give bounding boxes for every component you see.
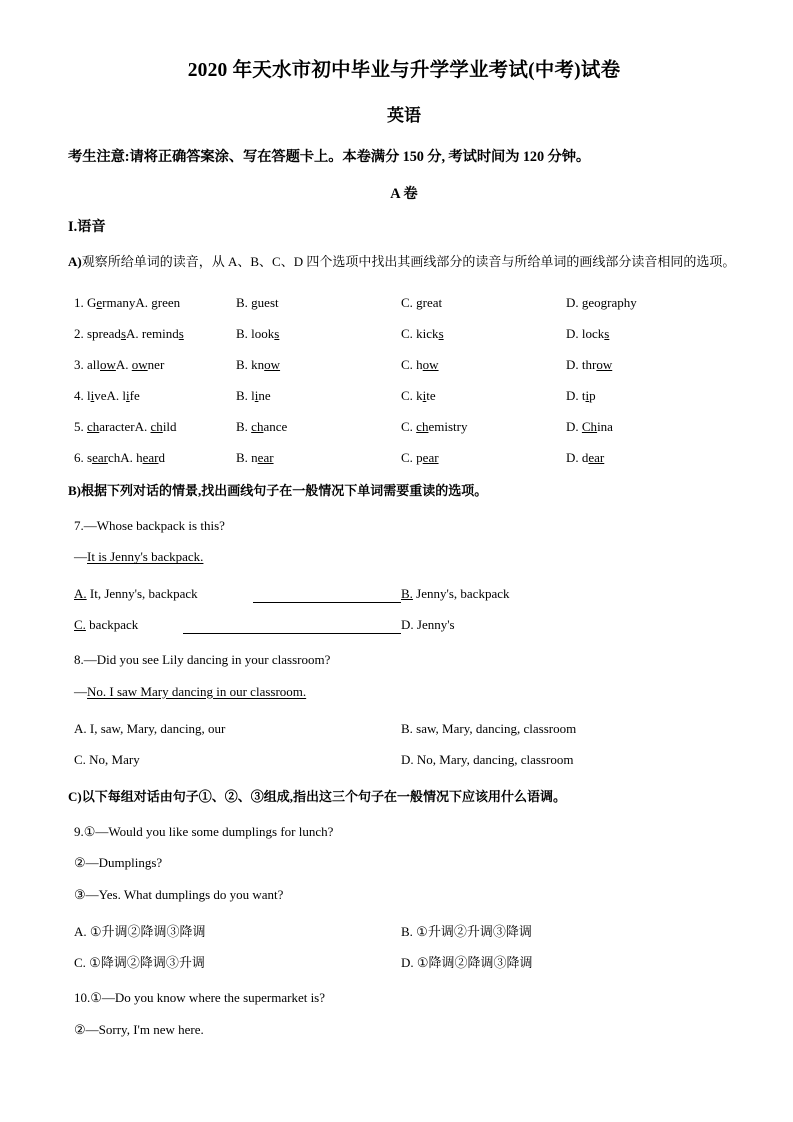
option-key[interactable]: A. xyxy=(115,356,129,372)
underlined-sentence: It is Jenny's backpack. xyxy=(87,549,204,565)
page-title: 2020 年天水市初中毕业与升学学业考试(中考)试卷 xyxy=(187,60,621,81)
question-8-options-row-1 xyxy=(68,713,740,744)
paper-label: A 卷 xyxy=(390,186,418,203)
table-row xyxy=(68,442,740,473)
option-d[interactable]: D. throw xyxy=(566,356,613,372)
option-a[interactable]: A. I, saw, Mary, dancing, our xyxy=(74,720,226,736)
part-c-label: C) xyxy=(68,788,82,804)
option-d[interactable]: D. tip xyxy=(566,387,596,403)
table-row xyxy=(68,411,740,442)
part-a-instruction xyxy=(68,250,740,274)
answer-rule xyxy=(183,633,401,634)
option-key[interactable]: A. xyxy=(135,294,149,310)
item-stem-and-option-a: 3. allowA. owner xyxy=(74,356,165,372)
option-b[interactable]: B. ①升调②升调③降调 xyxy=(401,923,532,939)
part-b-label: B) xyxy=(68,482,81,498)
option-key[interactable]: A. xyxy=(106,387,120,403)
option-d[interactable]: D. No, Mary, dancing, classroom xyxy=(401,751,574,767)
option-key[interactable]: A. xyxy=(134,418,148,434)
item-stem-and-option-a: 6. searchA. heard xyxy=(74,449,165,465)
question-7-options-row-1 xyxy=(68,578,740,609)
table-row xyxy=(68,287,740,318)
subject-title: 英语 xyxy=(387,106,421,126)
option-b[interactable]: B. line xyxy=(236,387,271,403)
table-row xyxy=(68,318,740,349)
part-b-instruction xyxy=(68,479,740,503)
option-b[interactable]: B. guest xyxy=(236,294,279,310)
option-d[interactable]: D. ①降调②降调③降调 xyxy=(401,954,533,970)
option-d[interactable]: D. geography xyxy=(566,294,637,310)
option-c[interactable]: C. kite xyxy=(401,387,436,403)
option-key[interactable]: A. xyxy=(126,325,139,341)
option-c[interactable]: C. backpack xyxy=(74,617,139,633)
item-number: 5. xyxy=(74,418,84,434)
option-d[interactable]: D. China xyxy=(566,418,613,434)
option-c[interactable]: C. great xyxy=(401,294,443,310)
underlined-sentence: No. I saw Mary dancing in our classroom. xyxy=(87,683,307,699)
item-number: 1. xyxy=(74,294,84,310)
item-number: 2. xyxy=(74,325,84,341)
question-8-response: —No. I saw Mary dancing in our classroom. xyxy=(74,683,307,699)
option-d[interactable]: D. dear xyxy=(566,449,605,465)
item-number: 6. xyxy=(74,449,84,465)
option-c[interactable]: C. pear xyxy=(401,449,439,465)
option-d[interactable]: D. locks xyxy=(566,325,610,341)
question-8-prompt: 8.—Did you see Lily dancing in your classroom? xyxy=(74,652,331,668)
question-number: 9. xyxy=(74,823,84,839)
question-number: 8. xyxy=(74,652,84,668)
option-b[interactable]: B. near xyxy=(236,449,274,465)
question-10-line-2: ②—Sorry, I'm new here. xyxy=(74,1021,204,1037)
part-c-instruction xyxy=(68,785,740,809)
option-b[interactable]: B. looks xyxy=(236,325,280,341)
part-b-instruction-text: 根据下列对话的情景,找出画线句子在一般情况下单词需要重读的选项。 xyxy=(81,482,488,498)
question-9-options-row-1 xyxy=(68,916,740,947)
part-c-instruction-text: 以下每组对话由句子①、②、③组成,指出这三个句子在一般情况下应该用什么语调。 xyxy=(81,788,566,804)
option-key[interactable]: A. xyxy=(120,449,133,465)
item-stem-and-option-a: 4. liveA. life xyxy=(74,387,140,403)
question-9-line-1: 9.①—Would you like some dumplings for lunch? xyxy=(74,823,334,839)
phonetics-item-list xyxy=(68,287,740,473)
question-number: 10. xyxy=(74,989,91,1005)
item-stem-and-option-a: 2. spreadsA. reminds xyxy=(74,325,184,341)
question-9-line-2: ②—Dumplings? xyxy=(74,855,163,871)
question-9-line-3: ③—Yes. What dumplings do you want? xyxy=(74,887,284,903)
section-heading-phonetics: I.语音 xyxy=(68,219,106,236)
option-c[interactable]: C. ①降调②降调③升调 xyxy=(74,954,205,970)
option-b[interactable]: B. saw, Mary, dancing, classroom xyxy=(401,720,577,736)
table-row xyxy=(68,349,740,380)
item-stem-and-option-a: 5. characterA. child xyxy=(74,418,177,434)
option-c[interactable]: C. kicks xyxy=(401,325,444,341)
option-c[interactable]: C. chemistry xyxy=(401,418,468,434)
option-c[interactable]: C. how xyxy=(401,356,439,372)
option-b[interactable]: B. chance xyxy=(236,418,288,434)
question-8-options-row-2 xyxy=(68,744,740,775)
option-b[interactable]: B. Jenny's, backpack xyxy=(401,586,510,602)
option-b[interactable]: B. know xyxy=(236,356,281,372)
table-row xyxy=(68,380,740,411)
option-d[interactable]: D. Jenny's xyxy=(401,617,455,633)
candidate-notice: 考生注意:请将正确答案涂、写在答题卡上。本卷满分 150 分, 考试时间为 120 分钟。 xyxy=(68,149,591,166)
item-stem-and-option-a: 1. GermanyA. green xyxy=(74,294,181,310)
question-7-options-row-2 xyxy=(68,609,740,640)
item-number: 4. xyxy=(74,387,84,403)
item-number: 3. xyxy=(74,356,84,372)
option-a[interactable]: A. ①升调②降调③降调 xyxy=(74,923,206,939)
question-7-response: —It is Jenny's backpack. xyxy=(74,549,204,565)
question-9-options-row-2 xyxy=(68,947,740,978)
answer-rule xyxy=(253,602,401,603)
part-a-instruction-text: 观察所给单词的读音，从 A、B、C、D 四个选项中找出其画线部分的读音与所给单词的画线部分读音相同的选项。 xyxy=(81,254,736,270)
part-a-label: A) xyxy=(68,254,82,270)
question-10-line-1: 10.①—Do you know where the supermarket is? xyxy=(74,989,326,1005)
question-number: 7. xyxy=(74,517,84,533)
option-a[interactable]: A. It, Jenny's, backpack xyxy=(74,586,198,602)
question-7-prompt: 7.—Whose backpack is this? xyxy=(74,517,225,533)
option-c[interactable]: C. No, Mary xyxy=(74,751,140,767)
